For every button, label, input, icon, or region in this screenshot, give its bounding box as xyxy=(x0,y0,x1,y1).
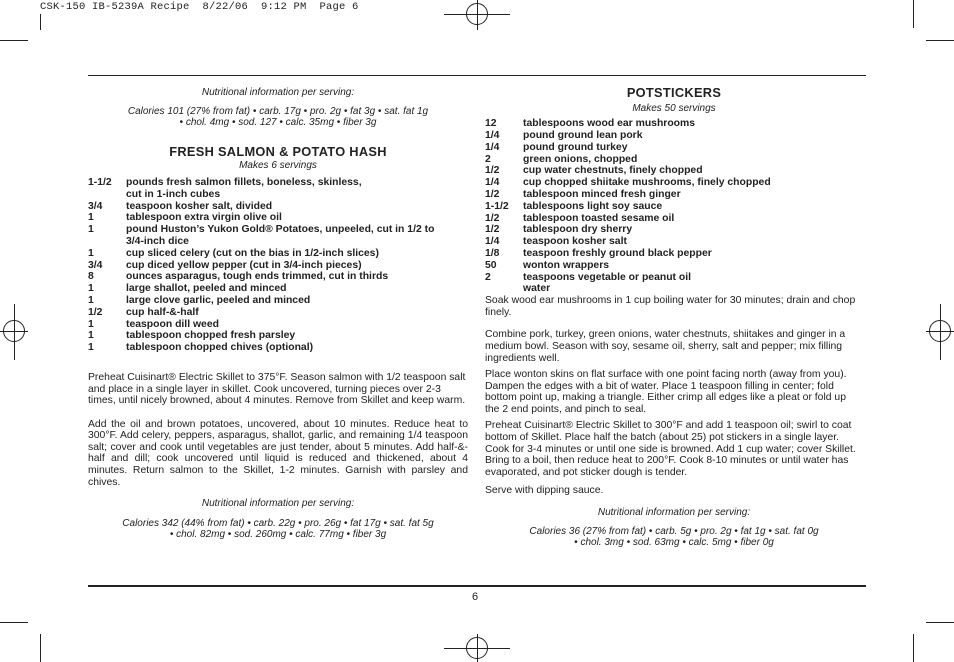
instruction-paragraph: Preheat Cuisinart® Electric Skillet to 300°F and add 1 teaspoon oil; swirl to coat bottom of Skillet. Place half the batch (about 25) pot stickers in a single layer. Cook for 3-4 minutes or until one side is browned. Add 1 cup water; cover Skillet. Bring to a boil, then reduce heat to 200°F. Cook 8-10 minutes or until water has evaporated, and pot sticker dough is tender. xyxy=(485,420,856,478)
ingredient-quantity: 1/2 xyxy=(485,212,500,224)
nutrition-line: • chol. 82mg • sod. 260mg • calc. 77mg • fiber 3g xyxy=(169,529,387,541)
ingredient-row xyxy=(485,118,863,130)
ingredient-quantity xyxy=(88,189,126,201)
ingredient-row xyxy=(88,177,468,189)
ingredient-row xyxy=(485,201,863,213)
crop-mark xyxy=(926,622,954,623)
crop-mark xyxy=(0,40,28,41)
ingredient-row xyxy=(485,236,863,248)
ingredient-row xyxy=(88,189,468,201)
ingredient-row xyxy=(88,319,468,331)
ingredient-row xyxy=(88,224,468,236)
ingredient-text: tablespoon extra virgin olive oil xyxy=(126,212,282,224)
ingredient-quantity: 50 xyxy=(485,259,497,271)
ingredient-text: cup half-&-half xyxy=(126,306,199,318)
ingredient-quantity: 1 xyxy=(88,342,94,354)
nutrition-line: Calories 342 (44% from fat) • carb. 22g • pro. 26g • fat 17g • sat. fat 5g xyxy=(122,517,434,529)
ingredient-text: cup diced yellow pepper (cut in 3/4-inch pieces) xyxy=(126,259,362,271)
ingredient-quantity: 1/2 xyxy=(485,224,500,236)
ingredient-row xyxy=(88,295,468,307)
ingredient-row xyxy=(485,177,863,189)
ingredient-quantity: 1 xyxy=(88,247,94,259)
nutrition-line: • chol. 4mg • sod. 127 • calc. 35mg • fiber 3g xyxy=(179,117,377,129)
ingredient-row xyxy=(88,236,468,248)
ingredient-text: tablespoon chopped chives (optional) xyxy=(126,342,314,354)
ingredient-text: teaspoon kosher salt, divided xyxy=(126,200,273,212)
ingredient-text: tablespoon chopped fresh parsley xyxy=(126,330,296,342)
ingredient-quantity: 1 xyxy=(88,294,94,306)
ingredient-text: teaspoon kosher salt xyxy=(523,236,627,248)
ingredient-row xyxy=(485,272,863,284)
ingredient-row xyxy=(88,342,468,354)
ingredient-quantity: 3/4 xyxy=(88,200,103,212)
ingredient-row xyxy=(485,142,863,154)
instruction-paragraph: Soak wood ear mushrooms in 1 cup boiling water for 30 minutes; drain and chop finely. xyxy=(485,295,856,318)
ingredient-quantity: 2 xyxy=(485,271,491,283)
nutrition-line: • chol. 3mg • sod. 63mg • calc. 5mg • fiber 0g xyxy=(574,537,774,549)
crop-mark xyxy=(913,0,914,28)
ingredient-text: tablespoons light soy sauce xyxy=(523,200,663,212)
ingredient-list xyxy=(88,177,468,354)
ingredient-row xyxy=(485,130,863,142)
nutrition-heading: Nutritional information per serving: xyxy=(597,507,751,519)
ingredient-quantity: 1/2 xyxy=(485,188,500,200)
ingredient-text: pound Huston’s Yukon Gold® Potatoes, unpeeled, cut in 1/2 to xyxy=(126,224,435,236)
ingredient-text: tablespoon dry sherry xyxy=(523,224,633,236)
ingredient-text: green onions, chopped xyxy=(523,153,638,165)
ingredient-text: pound ground turkey xyxy=(523,141,628,153)
ingredient-row xyxy=(88,212,468,224)
ingredient-text: cut in 1-inch cubes xyxy=(126,188,221,200)
ingredient-quantity: 2 xyxy=(485,153,491,165)
nutrition-line: Calories 36 (27% from fat) • carb. 5g • pro. 2g • fat 1g • sat. fat 0g xyxy=(529,525,819,537)
ingredient-row xyxy=(485,260,863,272)
ingredient-row xyxy=(485,189,863,201)
ingredient-quantity: 1 xyxy=(88,224,94,236)
nutrition-heading: Nutritional information per serving: xyxy=(201,498,355,510)
ingredient-row xyxy=(88,248,468,260)
top-rule xyxy=(88,75,866,76)
ingredient-text: tablespoon toasted sesame oil xyxy=(523,212,675,224)
ingredient-text: tablespoons wood ear mushrooms xyxy=(523,118,696,130)
recipe-title: POTSTICKERS xyxy=(626,85,722,100)
ingredient-quantity: 1/8 xyxy=(485,247,500,259)
ingredient-row xyxy=(485,248,863,260)
ingredient-row xyxy=(485,165,863,177)
recipe-yield: Makes 6 servings xyxy=(239,160,317,172)
instruction-paragraph: Serve with dipping sauce. xyxy=(485,485,604,497)
ingredient-row xyxy=(485,154,863,166)
ingredient-row xyxy=(88,330,468,342)
ingredient-text: teaspoon freshly ground black pepper xyxy=(523,247,712,259)
ingredient-text: water xyxy=(523,283,551,295)
ingredient-quantity: 8 xyxy=(88,271,94,283)
ingredient-quantity: 1/2 xyxy=(88,306,103,318)
ingredient-row xyxy=(88,307,468,319)
ingredient-row xyxy=(88,271,468,283)
ingredient-quantity xyxy=(88,236,126,248)
ingredient-text: 3/4-inch dice xyxy=(126,235,189,247)
ingredient-quantity: 1/4 xyxy=(485,177,500,189)
right-column xyxy=(485,87,863,549)
ingredient-row xyxy=(88,260,468,272)
crop-mark xyxy=(913,634,914,662)
ingredient-text: pound ground lean pork xyxy=(523,129,643,141)
ingredient-quantity: 1/2 xyxy=(485,165,500,177)
instruction-paragraph: Preheat Cuisinart® Electric Skillet to 375°F. Season salmon with 1/2 teaspoon salt and place in a single layer in skillet. Cook uncovered, turning pieces over 2-3 times, until nicely browned, about 4 minutes. Remove from Skillet and keep warm. xyxy=(88,371,466,407)
page-number: 6 xyxy=(472,591,479,603)
ingredient-text: teaspoons vegetable or peanut oil xyxy=(523,271,692,283)
nutrition-heading: Nutritional information per serving: xyxy=(201,87,355,98)
ingredient-quantity: 1 xyxy=(88,330,94,342)
ingredient-quantity: 1-1/2 xyxy=(485,200,509,212)
bottom-rule xyxy=(88,585,866,587)
ingredient-quantity xyxy=(485,283,523,295)
ingredient-row xyxy=(485,224,863,236)
ingredient-text: cup water chestnuts, finely chopped xyxy=(523,165,703,177)
ingredient-text: wonton wrappers xyxy=(523,259,610,271)
print-slug: CSK-150 IB-5239A Recipe 8/22/06 9:12 PM Page 6 xyxy=(40,1,359,13)
ingredient-quantity: 1/4 xyxy=(485,141,500,153)
ingredient-quantity: 3/4 xyxy=(88,259,103,271)
ingredient-text: pounds fresh salmon fillets, boneless, skinless, xyxy=(126,176,362,188)
ingredient-text: large shallot, peeled and minced xyxy=(126,283,287,295)
crop-mark xyxy=(926,40,954,41)
instruction-paragraph: Combine pork, turkey, green onions, water chestnuts, shiitakes and ginger in a medium bowl. Season with soy, sesame oil, sherry, salt and pepper; mix filling ingredients well. xyxy=(485,329,846,364)
crop-mark xyxy=(40,634,41,662)
ingredient-text: large clove garlic, peeled and minced xyxy=(126,294,311,306)
recipe-title: FRESH SALMON & POTATO HASH xyxy=(169,143,387,159)
ingredient-quantity: 1/4 xyxy=(485,236,500,248)
crop-mark xyxy=(40,14,41,30)
instruction-paragraph: Add the oil and brown potatoes, uncovered, about 10 minutes. Reduce heat to 300°F. Add celery, peppers, asparagus, shallot, garlic, and remaining 1/4 teaspoon salt; cover and cook until vegetables are just tender, about 5 minutes. Add half-&-half and dill; cook uncovered until liquid is reduced and thickened, about 4 minutes. Return salmon to the Skillet, 1-2 minutes. Garnish with parsley and chives. xyxy=(88,418,468,488)
instruction-paragraph: Place wonton skins on flat surface with one point facing north (away from you). Dampen the edges with a bit of water. Place 1 teaspoon filling in center; fold bottom point up, making a triangle. Either crimp all edges like a pleat or fold up the 2 end points, and pinch to seal. xyxy=(485,369,847,415)
ingredient-quantity: 12 xyxy=(485,118,497,130)
ingredient-list xyxy=(485,118,863,295)
ingredient-text: ounces asparagus, tough ends trimmed, cut in thirds xyxy=(126,271,389,283)
left-column xyxy=(88,87,468,541)
ingredient-quantity: 1 xyxy=(88,318,94,330)
ingredient-text: cup chopped shiitake mushrooms, finely chopped xyxy=(523,177,771,189)
ingredient-row xyxy=(88,283,468,295)
ingredient-row xyxy=(485,283,863,295)
ingredient-quantity: 1-1/2 xyxy=(88,176,112,188)
ingredient-quantity: 1/4 xyxy=(485,129,500,141)
nutrition-line: Calories 101 (27% from fat) • carb. 17g • pro. 2g • fat 3g • sat. fat 1g xyxy=(127,105,429,117)
ingredient-quantity: 1 xyxy=(88,212,94,224)
ingredient-row xyxy=(88,201,468,213)
ingredient-text: cup sliced celery (cut on the bias in 1/2-inch slices) xyxy=(126,247,379,259)
ingredient-quantity: 1 xyxy=(88,283,94,295)
ingredient-text: teaspoon dill weed xyxy=(126,318,219,330)
crop-mark xyxy=(0,622,28,623)
ingredient-text: tablespoon minced fresh ginger xyxy=(523,188,681,200)
recipe-yield: Makes 50 servings xyxy=(632,102,716,114)
ingredient-row xyxy=(485,213,863,225)
